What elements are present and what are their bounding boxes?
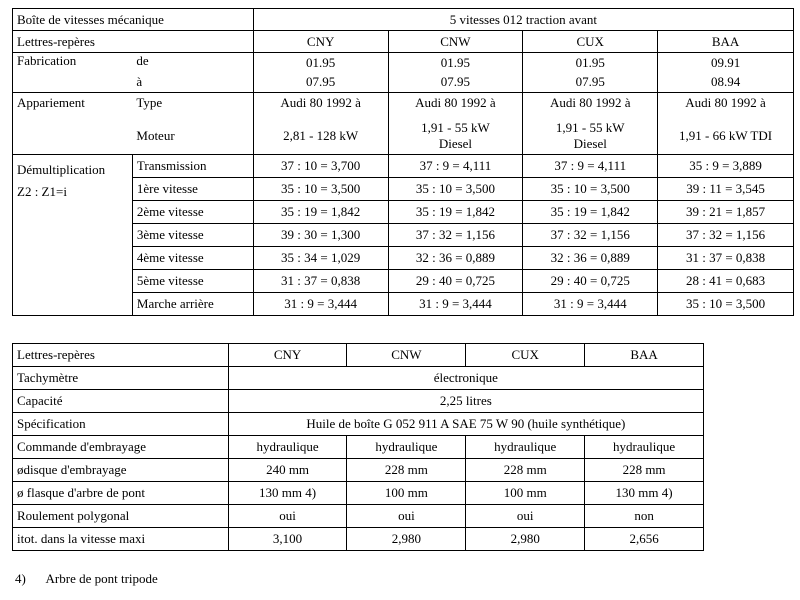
fabrication-from: 01.95: [388, 53, 523, 73]
spec-cell: 228 mm: [466, 459, 585, 482]
ratio-cell: 32 : 36 = 0,889: [388, 247, 523, 270]
ratio-cell: 31 : 37 = 0,838: [253, 270, 388, 293]
moteur-line1: 1,91 - 55 kW: [421, 120, 490, 136]
spec-row-label: Commande d'embrayage: [13, 436, 229, 459]
spec-cell: hydraulique: [585, 436, 704, 459]
footnote: [15, 571, 158, 587]
spec-cell: hydraulique: [466, 436, 585, 459]
gear-row-label: 1ère vitesse: [132, 178, 253, 201]
gear-row-label: 4ème vitesse: [132, 247, 253, 270]
moteur-line1: 1,91 - 55 kW: [555, 120, 625, 136]
spec-cell: non: [585, 505, 704, 528]
ratio-cell: 29 : 40 = 0,725: [388, 270, 523, 293]
appariement-type-label: Type: [132, 93, 253, 119]
ratio-cell: 35 : 19 = 1,842: [253, 201, 388, 224]
footnote-number: 4): [15, 571, 26, 586]
letters-label: Lettres-repères: [13, 31, 254, 53]
moteur-cell: [523, 119, 658, 155]
spec-row-label: ødisque d'embrayage: [13, 459, 229, 482]
ratio-cell: 31 : 37 = 0,838: [658, 247, 794, 270]
ratio-cell: 31 : 9 = 3,444: [523, 293, 658, 316]
code-cell: CNY: [228, 344, 347, 367]
appariement-blank: [13, 119, 133, 155]
ratio-cell: 37 : 9 = 4,111: [523, 155, 658, 178]
moteur-line1: 2,81 - 128 kW: [283, 128, 359, 144]
gear-row-label: Transmission: [132, 155, 253, 178]
appariement-label: Appariement: [13, 93, 133, 119]
spec-cell: oui: [347, 505, 466, 528]
gearbox-spec-table: [12, 8, 794, 316]
ratio-cell: 28 : 41 = 0,683: [658, 270, 794, 293]
spec-cell: hydraulique: [228, 436, 347, 459]
spec-cell: 2,980: [347, 528, 466, 551]
appariement-type: Audi 80 1992 à: [253, 93, 388, 119]
ratio-cell: 35 : 34 = 1,029: [253, 247, 388, 270]
spec-cell: 228 mm: [347, 459, 466, 482]
moteur-cell: [658, 119, 794, 155]
spec-cell: 100 mm: [466, 482, 585, 505]
spec-cell: 100 mm: [347, 482, 466, 505]
spec-cell: oui: [466, 505, 585, 528]
capacite-value: 2,25 litres: [228, 390, 703, 413]
code-cell: BAA: [585, 344, 704, 367]
fabrication-from-label: de: [132, 53, 253, 73]
ratio-cell: 37 : 32 = 1,156: [658, 224, 794, 247]
fabrication-from: 01.95: [253, 53, 388, 73]
clutch-oil-spec-table: [12, 343, 704, 551]
fabrication-to-label: à: [132, 73, 253, 93]
spec-row-label: itot. dans la vitesse maxi: [13, 528, 229, 551]
ratio-cell: 29 : 40 = 0,725: [523, 270, 658, 293]
specification-value: Huile de boîte G 052 911 A SAE 75 W 90 (huile synthétique): [228, 413, 703, 436]
demultiplication-sublabel: Z2 : Z1=i: [17, 184, 67, 199]
fabrication-from: 09.91: [658, 53, 794, 73]
capacite-label: Capacité: [13, 390, 229, 413]
ratio-cell: 37 : 9 = 4,111: [388, 155, 523, 178]
ratio-cell: 35 : 10 = 3,500: [658, 293, 794, 316]
gearbox-header-value: 5 vitesses 012 traction avant: [253, 9, 793, 31]
moteur-line1: 1,91 - 66 kW TDI: [679, 128, 773, 144]
spec-cell: oui: [228, 505, 347, 528]
appariement-moteur-label: Moteur: [132, 119, 253, 155]
spec-cell: 130 mm 4): [585, 482, 704, 505]
tachymetre-label: Tachymètre: [13, 367, 229, 390]
demultiplication-label: Démultiplication: [17, 162, 106, 177]
letters-label: Lettres-repères: [13, 344, 229, 367]
code-cell: CUX: [466, 344, 585, 367]
code-cell: CNY: [253, 31, 388, 53]
demultiplication-label-cell: [13, 155, 133, 316]
spec-cell: hydraulique: [347, 436, 466, 459]
fabrication-blank: [13, 73, 133, 93]
moteur-line2: Diesel: [573, 136, 607, 152]
ratio-cell: 31 : 9 = 3,444: [253, 293, 388, 316]
moteur-line2: Diesel: [438, 136, 473, 152]
spec-row-label: Roulement polygonal: [13, 505, 229, 528]
ratio-cell: 35 : 10 = 3,500: [253, 178, 388, 201]
footnote-text: Arbre de pont tripode: [45, 571, 158, 586]
spec-row-label: ø flasque d'arbre de pont: [13, 482, 229, 505]
moteur-cell: [253, 119, 388, 155]
gearbox-header-label: Boîte de vitesses mécanique: [13, 9, 254, 31]
ratio-cell: 31 : 9 = 3,444: [388, 293, 523, 316]
gear-row-label: 2ème vitesse: [132, 201, 253, 224]
spec-cell: 130 mm 4): [228, 482, 347, 505]
fabrication-to: 07.95: [388, 73, 523, 93]
appariement-type: Audi 80 1992 à: [523, 93, 658, 119]
ratio-cell: 35 : 10 = 3,500: [388, 178, 523, 201]
appariement-type: Audi 80 1992 à: [388, 93, 523, 119]
code-cell: CUX: [523, 31, 658, 53]
ratio-cell: 35 : 10 = 3,500: [523, 178, 658, 201]
ratio-cell: 37 : 32 = 1,156: [523, 224, 658, 247]
code-cell: CNW: [347, 344, 466, 367]
code-cell: BAA: [658, 31, 794, 53]
ratio-cell: 32 : 36 = 0,889: [523, 247, 658, 270]
spec-cell: 228 mm: [585, 459, 704, 482]
appariement-type: Audi 80 1992 à: [658, 93, 794, 119]
ratio-cell: 35 : 19 = 1,842: [388, 201, 523, 224]
moteur-cell: [388, 119, 523, 155]
fabrication-to: 07.95: [253, 73, 388, 93]
ratio-cell: 35 : 9 = 3,889: [658, 155, 794, 178]
spec-cell: 2,656: [585, 528, 704, 551]
ratio-cell: 37 : 10 = 3,700: [253, 155, 388, 178]
ratio-cell: 39 : 30 = 1,300: [253, 224, 388, 247]
spec-cell: 3,100: [228, 528, 347, 551]
fabrication-label: Fabrication: [13, 53, 133, 73]
ratio-cell: 37 : 32 = 1,156: [388, 224, 523, 247]
gear-row-label: Marche arrière: [132, 293, 253, 316]
ratio-cell: 35 : 19 = 1,842: [523, 201, 658, 224]
code-cell: CNW: [388, 31, 523, 53]
specification-label: Spécification: [13, 413, 229, 436]
spec-cell: 240 mm: [228, 459, 347, 482]
gear-row-label: 5ème vitesse: [132, 270, 253, 293]
ratio-cell: 39 : 21 = 1,857: [658, 201, 794, 224]
ratio-cell: 39 : 11 = 3,545: [658, 178, 794, 201]
fabrication-to: 07.95: [523, 73, 658, 93]
tachymetre-value: électronique: [228, 367, 703, 390]
gear-row-label: 3ème vitesse: [132, 224, 253, 247]
spec-cell: 2,980: [466, 528, 585, 551]
fabrication-to: 08.94: [658, 73, 794, 93]
fabrication-from: 01.95: [523, 53, 658, 73]
